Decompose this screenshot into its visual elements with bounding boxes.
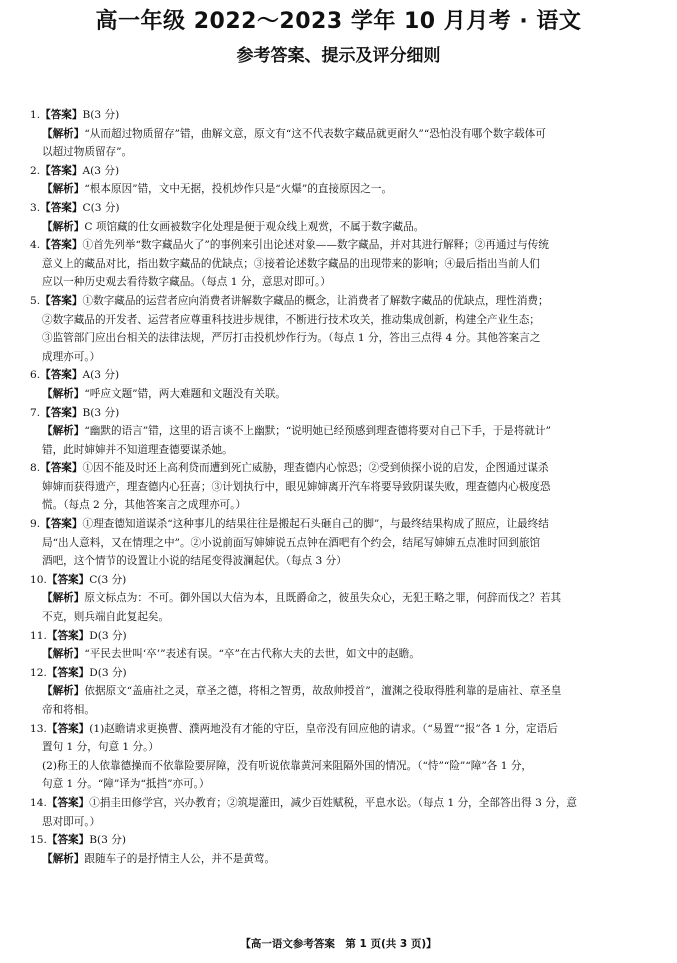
- answer-text: B(3 分): [82, 109, 120, 121]
- answer-line: [30, 329, 652, 348]
- answer-text: 婶婶而获得遗产，理查德内心狂喜；③计划执行中，眼见婶婶离开汽车将要导致阴谋失败，理查德内心极度恐: [42, 480, 551, 493]
- answer-line: [30, 311, 652, 330]
- answer-tag: 【答案】: [40, 294, 83, 307]
- answer-tag: 【答案】: [40, 201, 83, 214]
- question-number: 5.: [30, 294, 41, 307]
- question-number: 3.: [30, 201, 41, 214]
- answer-text: ①数字藏品的运营者应向消费者讲解数字藏品的概念，让消费者了解数字藏品的优缺点，理性消费；: [82, 294, 549, 307]
- question-number: 7.: [30, 406, 41, 419]
- question-number: 9.: [30, 518, 41, 531]
- answer-line: [30, 496, 652, 515]
- answer-tag: 【答案】: [40, 369, 83, 382]
- question-number: 13.: [30, 722, 47, 735]
- analysis-text: C 项馆藏的仕女画被数字化处理是便于观众线上观赏，不属于数字藏品。: [84, 220, 425, 233]
- answer-text: 置句 1 分，句意 1 分。）: [42, 741, 159, 754]
- answer-line: [30, 720, 652, 739]
- answer-line: [30, 459, 652, 478]
- analysis-text: “幽默的语言”错，这里的语言谈不上幽默；“说明她已经预感到理查德将要对自己下手，于是将就计”: [84, 425, 551, 438]
- answer-text: C(3 分): [82, 201, 120, 214]
- answer-line: [30, 627, 652, 646]
- analysis-tag: 【解析】: [42, 220, 85, 233]
- question-item: [30, 831, 652, 868]
- answer-text: A(3 分): [82, 369, 120, 382]
- answer-text: C(3 分): [89, 573, 127, 586]
- question-item: [30, 664, 652, 720]
- question-item: [30, 794, 652, 831]
- answer-line: [30, 775, 652, 794]
- answer-text: 慌。（每点 2 分，其他答案言之成理亦可。）: [42, 499, 247, 512]
- analysis-tag: 【解析】: [42, 852, 85, 865]
- question-item: [30, 366, 652, 403]
- answer-tag: 【答案】: [46, 834, 90, 847]
- answer-text: 意义上的藏品对比，指出数字藏品的优缺点；③接着论述数字藏品的出现带来的影响；④最后指出当前人们: [42, 257, 540, 270]
- answer-text: B(3 分): [89, 834, 126, 847]
- answer-text: ①理查德知道谋杀“这种事儿的结果往往是搬起石头砸自己的脚”，与最终结果构成了照应，让最终结: [82, 518, 549, 531]
- analysis-tag: 【解析】: [42, 648, 85, 661]
- analysis-line: [30, 850, 652, 869]
- answer-line: [30, 478, 652, 497]
- answer-text: ③监管部门应出台相关的法律法规，严厉打击投机炒作行为。（每点 1 分，答出三点得 4 分。其他答案言之: [42, 332, 541, 345]
- question-item: [30, 404, 652, 460]
- answer-line: [30, 236, 652, 255]
- answer-text: (1)赵瞻请求更换曹、濮两地没有才能的守臣，皇帝没有回应他的请求。（“易置”“报”各 1 分，定语后: [89, 722, 558, 735]
- question-item: [30, 720, 652, 794]
- question-number: 14.: [30, 796, 47, 809]
- answer-line: [30, 366, 652, 385]
- answer-text: 酒吧，这个情节的设置让小说的结尾变得波澜起伏。（每点 3 分）: [42, 555, 347, 568]
- question-item: [30, 162, 652, 199]
- answer-tag: 【答案】: [40, 518, 83, 531]
- answer-line: [30, 664, 652, 683]
- answer-tag: 【答案】: [40, 164, 83, 177]
- analysis-line: [30, 701, 652, 720]
- question-item: [30, 459, 652, 515]
- question-number: 8.: [30, 462, 41, 475]
- analysis-line: [30, 589, 652, 608]
- answer-text: D(3 分): [89, 629, 127, 642]
- analysis-text: 帝和将相。: [42, 704, 95, 716]
- answer-text: B(3 分): [82, 406, 120, 419]
- analysis-text: 跟随车子的是抒情主人公，并不是黄莺。: [84, 852, 276, 865]
- analysis-line: [30, 180, 652, 199]
- answer-line: [30, 534, 652, 553]
- question-item: [30, 515, 652, 571]
- question-item: [30, 106, 652, 162]
- analysis-tag: 【解析】: [42, 127, 85, 140]
- question-number: 4.: [30, 239, 41, 252]
- answer-line: [30, 404, 652, 423]
- analysis-line: [30, 645, 652, 664]
- analysis-text: 依据原文“盖庙社之灵，章圣之德，将相之智勇，故敌帅授首”，澶渊之役取得胜利靠的是庙社、章圣皇: [84, 685, 562, 698]
- analysis-line: [30, 125, 652, 144]
- answer-text: ②数字藏品的开发者、运营者应尊重科技进步规律，不断进行技术攻关，推动集成创新，构建全产业生态；: [42, 313, 540, 326]
- answer-tag: 【答案】: [40, 109, 83, 121]
- answer-tag: 【答案】: [40, 239, 83, 252]
- question-item: [30, 236, 652, 292]
- answer-tag: 【答案】: [46, 629, 90, 642]
- answer-line: [30, 738, 652, 757]
- analysis-tag: 【解析】: [42, 183, 85, 196]
- page-footer: 【高一语文参考答案 第 1 页(共 3 页)】: [240, 938, 437, 950]
- answer-line: [30, 255, 652, 274]
- question-number: 1.: [30, 109, 41, 121]
- analysis-line: [30, 422, 652, 441]
- answer-text: 局“出人意料，又在情理之中”。②小说前面写婶婶说五点钟在酒吧有个约会，结尾写婶婶五点准时回到旅馆: [42, 536, 541, 549]
- analysis-text: “平民去世叫‘卒’”表述有误。“卒”在古代称大夫的去世，如文中的赵瞻。: [84, 648, 420, 661]
- question-number: 6.: [30, 369, 41, 382]
- page-title: 高一年级 2022～2023 学年 10 月月考 · 语文: [95, 9, 582, 34]
- answer-line: [30, 515, 652, 534]
- answer-text: 成理亦可。）: [42, 350, 101, 363]
- analysis-text: 原文标点为：不可。御外国以大信为本，且既爵命之，彼虽失众心，无犯王略之罪，何辞而伐之？若其: [84, 592, 562, 605]
- answer-tag: 【答案】: [46, 722, 90, 735]
- answer-tag: 【答案】: [40, 462, 83, 475]
- answer-text: ①首先列举“数字藏品火了”的事例来引出论述对象——数字藏品，并对其进行解释；②再通过与传统: [82, 239, 549, 252]
- answer-text: ①捐圭田修学宫，兴办教育；②筑堤灌田，减少百姓赋税，平息水讼。（每点 1 分，全部答出得 3 分，意: [89, 796, 578, 809]
- question-number: 15.: [30, 834, 47, 847]
- answer-line: [30, 794, 652, 813]
- answer-text: (2)称王的人依靠德操而不依靠险要屏障，没有听说依靠黄河来阻隔外国的情况。（“恃”“险”“障”各 1 分，: [42, 759, 533, 772]
- analysis-line: [30, 143, 652, 162]
- answer-text: ①因不能及时还上高利贷而遭到死亡威胁，理查德内心惊恐；②受到侦探小说的启发，企图通过谋杀: [82, 462, 549, 475]
- answer-line: [30, 757, 652, 776]
- answer-line: [30, 199, 652, 218]
- analysis-line: [30, 608, 652, 627]
- answer-line: [30, 831, 652, 850]
- answer-line: [30, 813, 652, 832]
- analysis-text: 以超过物质留存”。: [42, 146, 133, 159]
- analysis-text: 错，此时婶婶并不知道理查德要谋杀她。: [42, 443, 233, 456]
- question-number: 12.: [30, 666, 47, 679]
- analysis-line: [30, 218, 652, 237]
- answer-text: 思对即可。）: [42, 815, 101, 828]
- answer-text: 句意 1 分。“障”译为“抵挡”亦可。）: [42, 778, 210, 791]
- analysis-tag: 【解析】: [42, 592, 85, 605]
- analysis-line: [30, 385, 652, 404]
- analysis-line: [30, 441, 652, 460]
- answer-tag: 【答案】: [40, 406, 83, 419]
- answer-line: [30, 273, 652, 292]
- answer-line: [30, 552, 652, 571]
- analysis-tag: 【解析】: [42, 425, 85, 438]
- answer-tag: 【答案】: [46, 666, 90, 679]
- analysis-text: “从而超过物质留存”错，曲解文意，原文有“这不代表数字藏品就更耐久”“恐怕没有哪个数字载体可: [84, 127, 546, 140]
- answer-line: [30, 106, 652, 125]
- analysis-tag: 【解析】: [42, 685, 85, 698]
- question-number: 2.: [30, 164, 41, 177]
- question-number: 10.: [30, 573, 47, 586]
- page-subtitle: 参考答案、提示及评分细则: [236, 46, 441, 66]
- question-item: [30, 571, 652, 627]
- question-number: 11.: [30, 629, 47, 642]
- answer-text: D(3 分): [89, 666, 127, 679]
- answer-text: 应以一种历史观去看待数字藏品。（每点 1 分，意思对即可。）: [42, 276, 331, 289]
- answer-text: A(3 分): [82, 164, 120, 177]
- answer-tag: 【答案】: [46, 796, 90, 809]
- analysis-text: “根本原因”错，文中无据，投机炒作只是“火爆”的直接原因之一。: [84, 183, 393, 196]
- analysis-text: 不克，则兵端自此复起矣。: [42, 611, 170, 624]
- answer-line: [30, 571, 652, 590]
- question-item: [30, 199, 652, 236]
- analysis-line: [30, 682, 652, 701]
- answer-line: [30, 162, 652, 181]
- answer-line: [30, 292, 652, 311]
- analysis-tag: 【解析】: [42, 387, 85, 400]
- question-item: [30, 627, 652, 664]
- answer-line: [30, 348, 652, 367]
- answer-tag: 【答案】: [46, 573, 90, 586]
- analysis-text: “呼应文题”错，两大难题和文题没有关联。: [84, 387, 286, 400]
- question-item: [30, 292, 652, 366]
- answer-list: [30, 106, 652, 868]
